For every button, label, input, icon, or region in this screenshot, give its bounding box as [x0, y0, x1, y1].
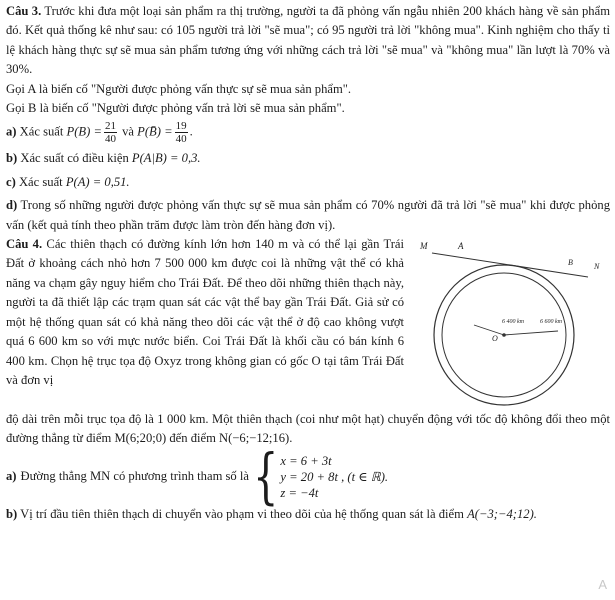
radius-6400	[474, 325, 504, 335]
system-line-y: y = 20 + 8t , (t ∈ ℝ).	[280, 469, 389, 484]
q4-intro-cont: độ dài trên mỗi trục tọa độ là 1 000 km. Một thiên thạch (coi như một hạt) chuyển động với tốc độ không đổi theo một đường thẳng từ điểm M(6;20;0) đến điểm N(−6;−12;16).	[6, 412, 610, 446]
q3-a-and: và	[122, 124, 134, 139]
q3-statement-a: a) Xác suất P(B) = $\frac{21}{40}$ và P(B̄) = $\frac{19}{40}$ .	[6, 120, 193, 146]
q3-b-text: Xác suất có điều kiện	[20, 151, 129, 166]
q3-intro	[6, 2, 610, 80]
q3-a-frac2-den: 40	[175, 133, 187, 146]
q4-a-label: a)	[6, 469, 17, 484]
label-r1: 6 400 km	[502, 319, 524, 326]
earth-diagram	[404, 235, 610, 410]
q3-a-label: a)	[6, 124, 17, 139]
q3-a-pnb: P(B̄) =	[137, 124, 173, 139]
q4-statement-b	[6, 505, 610, 524]
q3-a-text: Xác suất	[19, 124, 64, 139]
q3-b-expr: P(A|B) = 0,3.	[131, 151, 201, 166]
label-r2: 6 600 km	[540, 319, 562, 326]
document-page	[6, 2, 610, 524]
q3-def-a: Gọi A là biến cố "Người được phỏng vấn thực sự sẽ mua sản phẩm".	[6, 81, 352, 96]
q4-a-system	[252, 442, 389, 512]
corner-mark: A	[598, 576, 607, 592]
label-m: M	[420, 241, 428, 252]
q3-a-frac1-num: 21	[104, 120, 116, 133]
q4-b-label: b)	[6, 506, 18, 521]
q3-c-expr: P(A) = 0,51.	[65, 174, 130, 189]
q3-a-frac2-num: 19	[175, 120, 187, 133]
system-line-z: z = −4t	[280, 485, 319, 500]
q4-wrap	[6, 235, 610, 410]
q4-intro-text: Các thiên thạch có đường kính lớn hơn 140 m và có thể lại gần Trái Đất ở khoảng cách nhỏ hơn 7 500 000 km được coi là những vật thể có khả năng va chạm gây nguy hiểm cho Trái Đất. Để theo dõi những thiên thạch này, người ta đã thiết lập các trạm quan sát các vật thể bay gần Trái Đất. Giả sử có một hệ thống quan sát có khả năng theo dõi các vật thể ở độ cao không vượt quá 6 600 km so với mực nước biển. Coi Trái Đất là khối cầu có bán kính 6 400 km. Chọn hệ trục tọa độ Oxyz trong không gian có gốc O tại tâm Trái Đất và đơn vị	[6, 237, 404, 387]
label-a: A	[458, 241, 464, 252]
q4-statement-a	[6, 442, 610, 512]
q3-intro-text: Trước khi đưa một loại sản phẩm ra thị trường, người ta đã phỏng vấn ngẫu nhiên 200 khách hàng về sản phẩm đó. Kết quả thống kê như sau: có 105 người trả lời "sẽ mua"; có 95 người trả lời "không mua". Kinh nghiệm cho thấy tỉ lệ khách hàng thực sự sẽ mua sản phẩm tương ứng với những cách trả lời "sẽ mua" và "không mua" lần lượt là 70% và 30%.	[6, 4, 610, 77]
q3-label: Câu 3.	[6, 4, 42, 18]
q4-a-text: Đường thẳng MN có phương trình tham số là	[20, 469, 249, 484]
q3-c-text: Xác suất	[18, 174, 63, 189]
q4-figure	[404, 235, 610, 410]
q3-a-frac2	[175, 120, 188, 145]
q4-intro	[6, 235, 404, 410]
center-point	[502, 333, 506, 337]
label-o: O	[492, 334, 498, 344]
q3-b-label: b)	[6, 151, 18, 166]
q3-d-label: d)	[6, 198, 18, 213]
system-line-x: x = 6 + 3t	[280, 453, 332, 468]
q3-a-frac1-den: 40	[104, 133, 116, 146]
q3-a-frac1	[104, 120, 117, 145]
system-brace: {	[252, 442, 279, 512]
q4-label: Câu 4.	[6, 237, 43, 252]
radius-6600	[504, 331, 558, 335]
q3-statement-c	[6, 173, 610, 192]
q4-b-point: A(−3;−4;12).	[467, 506, 537, 521]
q3-statement-d	[6, 196, 610, 235]
q3-def-b: Gọi B là biến cố "Người được phỏng vấn trả lời sẽ mua sản phẩm".	[6, 101, 345, 116]
q3-d-text: Trong số những người được phỏng vấn thực sự sẽ mua sản phẩm có 70% người đã trả lời "sẽ mua" khi được phỏng vấn (kết quả tính theo phần trăm được làm tròn đến hàng đơn vị).	[6, 198, 610, 232]
q3-a-pb: P(B) =	[66, 124, 102, 139]
system-lines	[280, 453, 388, 501]
q4-b-text: Vị trí đầu tiên thiên thạch di chuyển vào phạm vi theo dõi của hệ thống quan sát là điểm	[20, 506, 464, 521]
label-b: B	[568, 258, 573, 268]
q3-c-label: c)	[6, 174, 16, 189]
label-n: N	[594, 262, 600, 272]
q3-statement-b	[6, 149, 610, 168]
